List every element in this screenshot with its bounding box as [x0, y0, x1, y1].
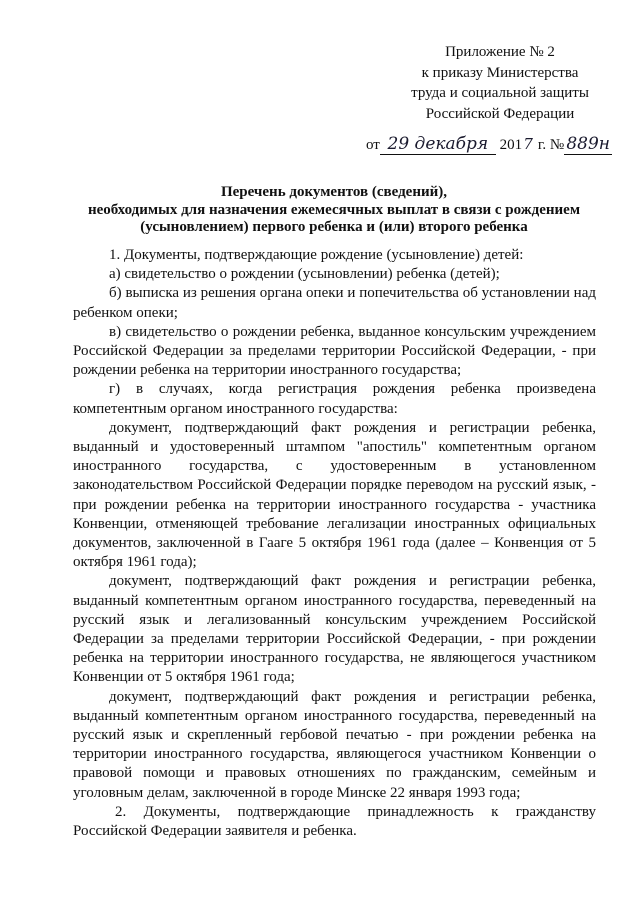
appendix-ref-line: к приказу Министерства	[421, 64, 579, 81]
paragraph-1a: а) свидетельство о рождении (усыновлении) ребенка (детей);	[109, 266, 500, 283]
paragraph-1v: в) свидетельство о рождении ребенка, выданное консульским учреждением Российской Федерации за пределами территории Российской Федерации, - при рождении ребенка на территории иностранного государства;	[73, 323, 596, 379]
paragraph-1: 1. Документы, подтверждающие рождение (усыновление) детей:	[109, 247, 524, 263]
title-line-2: необходимых для назначения ежемесячных выплат в связи с рождением	[87, 201, 581, 218]
order-number-handwritten: 889н	[564, 134, 612, 155]
order-prefix: от	[366, 137, 380, 153]
paragraph-2: 2. Документы, подтверждающие принадлежность к гражданству Российской Федерации заявителя и ребенка.	[73, 803, 596, 840]
paragraph-1g: г) в случаях, когда регистрация рождения ребенка произведена компетентным органом иностранного государства:	[73, 381, 596, 417]
appendix-country-line: Российской Федерации	[425, 105, 575, 122]
paragraph-apostille: документ, подтверждающий факт рождения и регистрации ребенка, выданный и удостоверенный штампом "апостиль" компетентным органом иностранного государства, с удостоверенным в установленном законодательством Российской Федерации порядке переводом на русский язык, - при рождении ребенка на территории иностранного государства - участника Конвенции, отменяющей требование легализации иностранных официальных документов, заключенной в Гааге 5 октября 1961 года (далее – Конвенция от 5 октября 1961 года);	[73, 419, 596, 571]
appendix-number: Приложение № 2	[445, 44, 555, 60]
paragraph-legalized: документ, подтверждающий факт рождения и регистрации ребенка, выданный компетентным органом иностранного государства, переведенный на русский язык и легализованный консульским учреждением Российской Федерации за пределами территории Российской Федерации, - при рождении ребенка на территории иностранного государства, не являющегося участником Конвенции от 5 октября 1961 года;	[73, 573, 596, 686]
paragraph-minsk: документ, подтверждающий факт рождения и регистрации ребенка, выданный компетентным органом иностранного государства, переведенный на русский язык и скрепленный гербовой печатью - при рождении ребенка на территории иностранного государства, являющегося участником Конвенции о правовой помощи и правовых отношениях по гражданским, семейным и уголовным делам, заключенной в городе Минске 22 января 1993 года;	[73, 688, 596, 801]
paragraph-1b: б) выписка из решения органа опеки и попечительства об установлении над ребенком опеки;	[73, 285, 596, 321]
appendix-header	[380, 42, 620, 124]
order-number-label: г. №	[537, 137, 565, 153]
order-year-prefix: 201	[499, 137, 523, 153]
title-line-3: (усыновлением) первого ребенка и (или) второго ребенка	[140, 219, 528, 235]
order-date-handwritten: 29 декабря	[380, 134, 496, 155]
appendix-ministry-line: труда и социальной защиты	[411, 85, 589, 101]
document-title	[60, 184, 608, 237]
order-date-line	[366, 134, 626, 155]
document-body	[73, 246, 596, 841]
order-year-handwritten: 7	[523, 135, 533, 153]
title-line-1: Перечень документов (сведений),	[220, 184, 447, 200]
